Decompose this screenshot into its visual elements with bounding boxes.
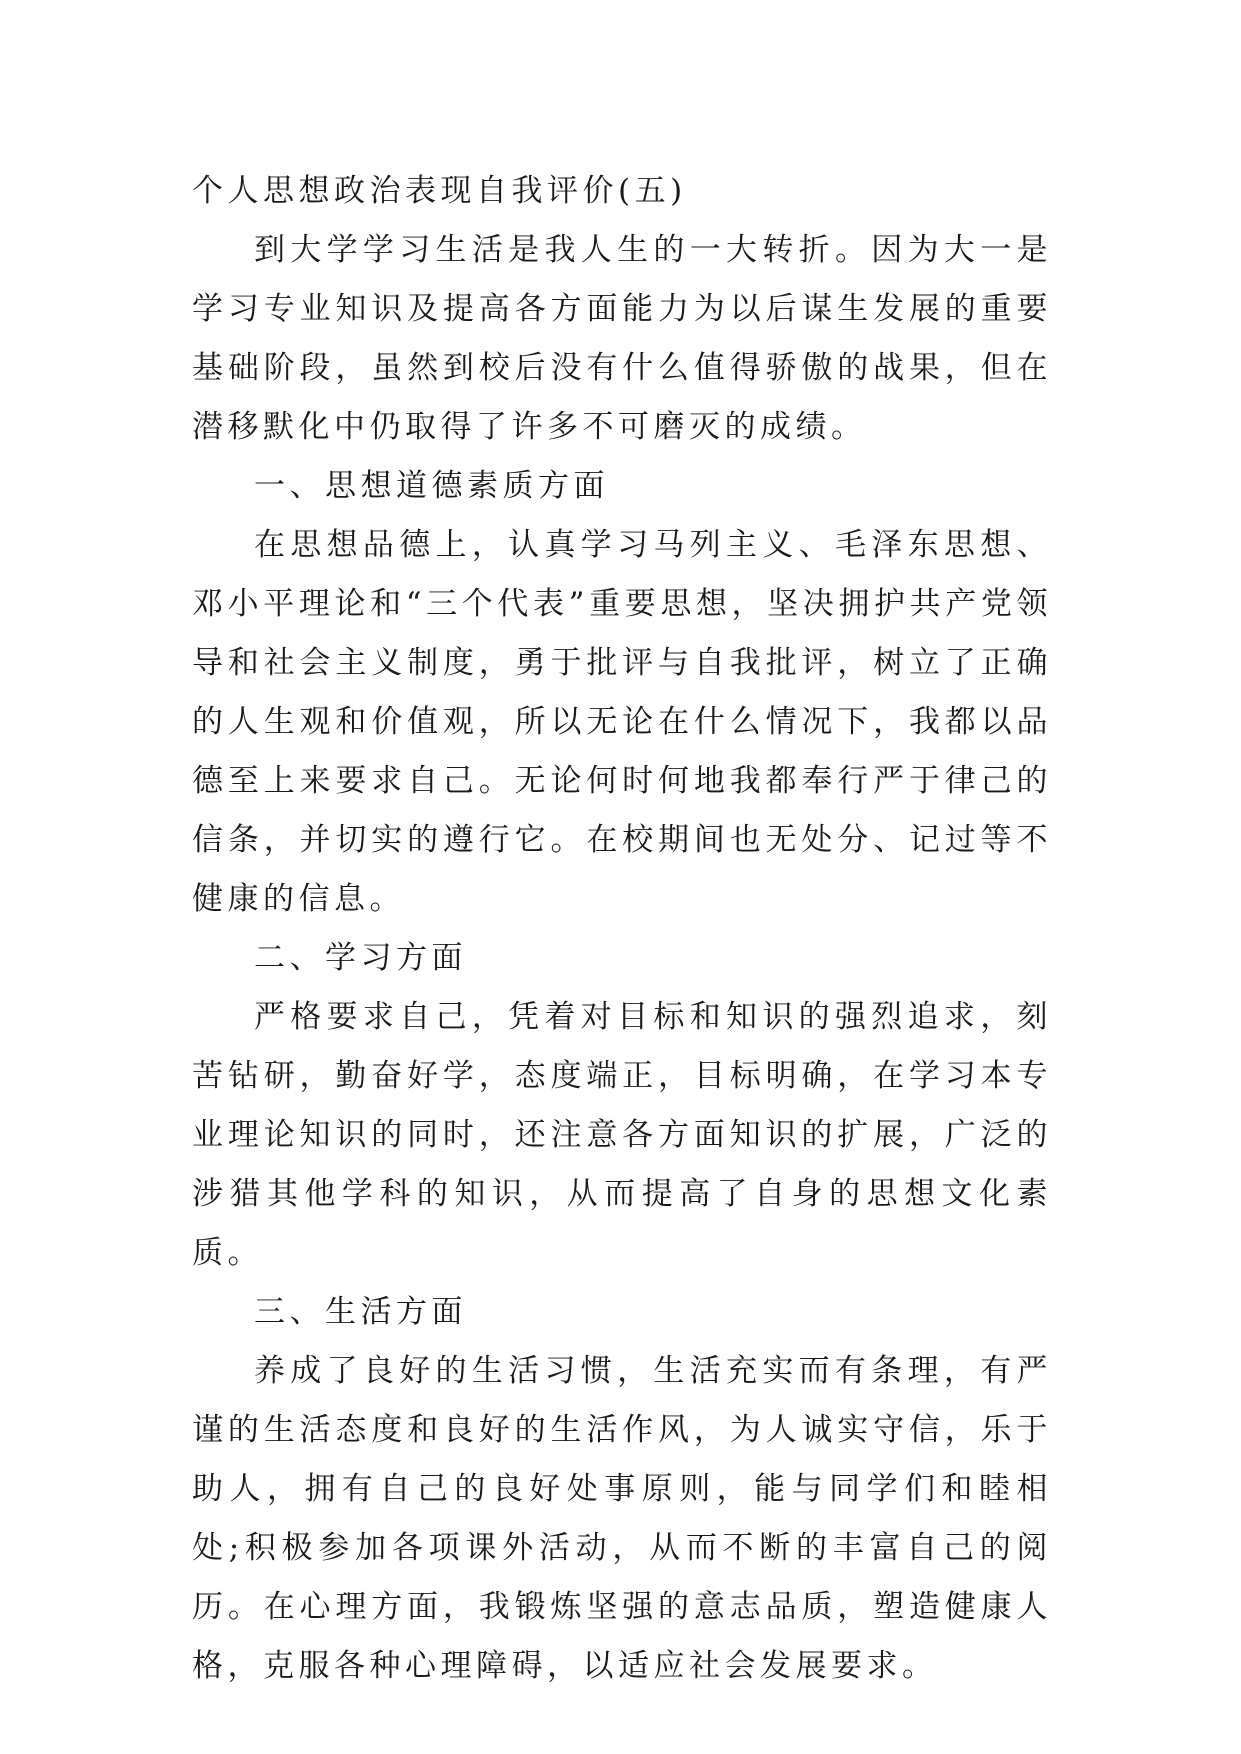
document-page xyxy=(192,162,1052,1696)
section-body-life: 养成了良好的生活习惯，生活充实而有条理，有严谨的生活态度和良好的生活作风，为人诚实守信，乐于助人，拥有自己的良好处事原则，能与同学们和睦相处;积极参加各项课外活动，从而不断的丰富自己的阅历。在心理方面，我锻炼坚强的意志品质，塑造健康人格，克服各种心理障碍，以适应社会发展要求。 xyxy=(192,1353,1052,1684)
section-body-study: 严格要求自己，凭着对目标和知识的强烈追求，刻苦钻研，勤奋好学，态度端正，目标明确，在学习本专业理论知识的同时，还注意各方面知识的扩展，广泛的涉猎其他学科的知识，从而提高了自身的思想文化素质。 xyxy=(192,999,1052,1271)
section-heading-study: 二、学习方面 xyxy=(254,940,467,976)
section-body-ideology: 在思想品德上，认真学习马列主义、毛泽东思想、邓小平理论和“三个代表”重要思想，坚决拥护共产党领导和社会主义制度，勇于批评与自我批评，树立了正确的人生观和价值观，所以无论在什么情况下，我都以品德至上来要求自己。无论何时何地我都奉行严于律己的信条，并切实的遵行它。在校期间也无处分、记过等不健康的信息。 xyxy=(192,527,1052,917)
document-title: 个人思想政治表现自我评价(五) xyxy=(192,173,687,209)
section-heading-life: 三、生活方面 xyxy=(254,1294,467,1330)
section-heading-ideology: 一、思想道德素质方面 xyxy=(254,468,609,504)
intro-paragraph: 到大学学习生活是我人生的一大转折。因为大一是学习专业知识及提高各方面能力为以后谋生发展的重要基础阶段，虽然到校后没有什么值得骄傲的战果，但在潜移默化中仍取得了许多不可磨灭的成绩。 xyxy=(192,232,1052,445)
